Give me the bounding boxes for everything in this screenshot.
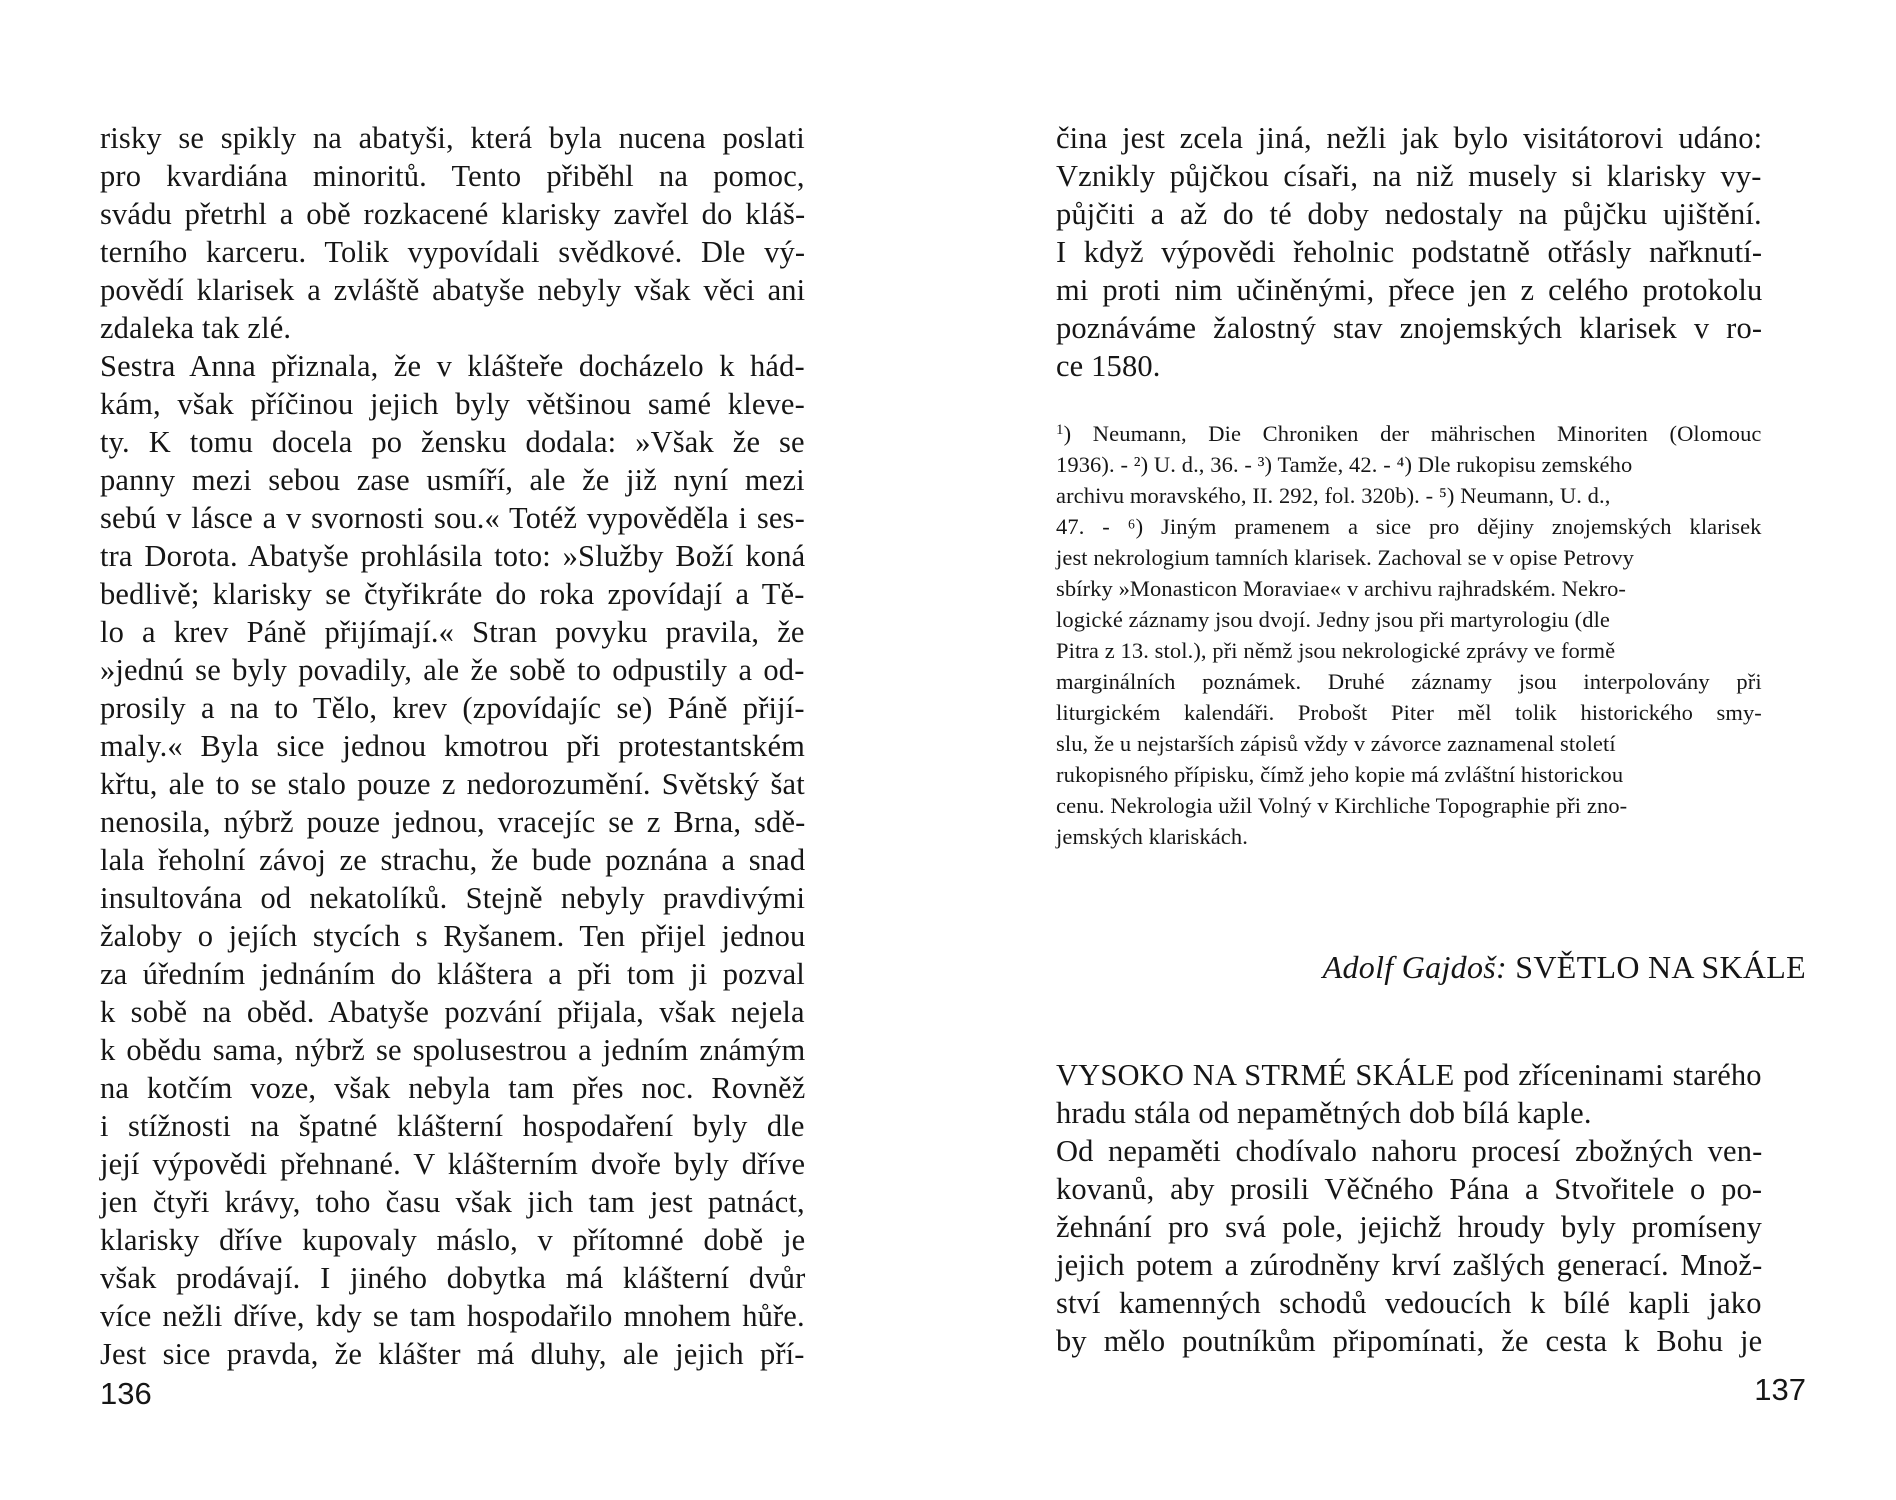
text-line: zdaleka tak zlé. (100, 311, 292, 345)
text-line: její výpovědi přehnané. V klášterním dvoře byly dříve (100, 1147, 806, 1181)
text-line: k sobě na oběd. Abatyše pozvání přijala, však nejela (100, 995, 805, 1029)
text-line: panny mezi sebou zase usmíří, ale že již nyní mezi (100, 463, 805, 497)
text-line: křtu, ale to se stalo pouze z nedorozumění. Světský šat (100, 767, 805, 801)
text-line: insultována od nekatolíků. Stejně nebyly pravdivými (100, 881, 806, 915)
text-line: by mělo poutníkům připomínati, že cesta k Bohu je (1056, 1324, 1763, 1358)
text-line: čina jest zcela jiná, nežli jak bylo visitátorovi udáno: (1056, 121, 1763, 155)
footnote-line: Pitra z 13. stol.), při němž jsou nekrologické zprávy ve formě (1056, 638, 1616, 663)
text-line: jejich potem a zúrodněny krví zašlých generací. Množ- (1056, 1248, 1763, 1282)
text-line: mi proti nim učiněnými, přece jen z celého protokolu (1056, 273, 1763, 307)
footnote-line: 1936). - ²) U. d., 36. - ³) Tamže, 42. - ⁴) Dle rukopisu zemského (1056, 452, 1633, 477)
footnote-line: logické záznamy jsou dvojí. Jedny jsou při martyrologiu (dle (1056, 607, 1611, 632)
text-line: hradu stála od nepamětných dob bílá kaple. (1056, 1096, 1592, 1130)
text-line: půjčiti a až do té doby nedostaly na půjčku ujištění. (1056, 197, 1762, 231)
text-line: lala řeholní závoj ze strachu, že bude poznána a snad (100, 843, 806, 877)
text-line: ství kamenných schodů vedoucích k bílé kapli jako (1056, 1286, 1762, 1320)
text-line: ty. K tomu docela po žensku dodala: »Však že se (100, 425, 805, 459)
text-line: »jednú se byly povadily, ale že sobě to odpustily a od- (100, 653, 805, 687)
footnote-line: archivu moravského, II. 292, fol. 320b). - ⁵) Neumann, U. d., (1056, 483, 1611, 508)
text-line: kám, však příčinou jejich byly většinou samé kleve- (100, 387, 805, 421)
footnote-marker: 1 (1056, 422, 1064, 438)
story-title (1323, 947, 1806, 987)
footnote-text: ) Neumann, Die Chroniken der mährischen Minoriten (Olomouc (1063, 421, 1762, 446)
text-line: maly.« Byla sice jednou kmotrou při protestantském (100, 729, 806, 763)
footnote-line (1056, 419, 1762, 449)
text-line: kovanů, aby prosili Věčného Pána a Stvořitele o po- (1056, 1172, 1763, 1206)
footnote-line: marginálních poznámek. Druhé záznamy jsou interpolovány při (1056, 669, 1762, 694)
title-author: Adolf Gajdoš: (1322, 949, 1507, 985)
text-line: Vznikly půjčkou císaři, na niž musely si klarisky vy- (1056, 159, 1762, 193)
text-line: na kotčím voze, však nebyla tam přes noc. Rovněž (100, 1071, 806, 1105)
text-line: k obědu sama, nýbrž se spolusestrou a jedním známým (100, 1033, 806, 1067)
text-line: Od nepaměti chodívalo nahoru procesí zbožných ven- (1056, 1134, 1763, 1168)
text-line: svádu přetrhl a obě rozkacené klarisky zavřel do kláš- (100, 197, 806, 231)
text-line: žaloby o jejích stycích s Ryšanem. Ten přijel jednou (100, 919, 806, 953)
text-line: poznáváme žalostný stav znojemských klarisek v ro- (1056, 311, 1763, 345)
text-line: Jest sice pravda, že klášter má dluhy, ale jejich pří- (100, 1337, 805, 1371)
footnote-line: jest nekrologium tamních klarisek. Zachoval se v opise Petrovy (1056, 545, 1634, 570)
page-number-right: 137 (1754, 1372, 1806, 1407)
text-line: klarisky dříve kupovaly máslo, v přítomné době je (100, 1223, 806, 1257)
text-line: ce 1580. (1056, 349, 1161, 383)
text-line: i stížnosti na špatné klášterní hospodaření byly dle (100, 1109, 805, 1143)
footnote-line: sbírky »Monasticon Moraviae« v archivu rajhradském. Nekro- (1056, 576, 1627, 601)
footnote-line: jemských klariskách. (1056, 824, 1248, 849)
text-line: tra Dorota. Abatyše prohlásila toto: »Služby Boží koná (100, 539, 806, 573)
footnote-line: slu, že u nejstarších zápisů vždy v závorce zaznamenal století (1056, 731, 1616, 756)
text-line: VYSOKO NA STRMÉ SKÁLE pod zříceninami starého (1056, 1058, 1762, 1092)
text-line: bedlivě; klarisky se čtyřikráte do roka zpovídají a Tě- (100, 577, 805, 611)
text-line: však prodávají. I jiného dobytka má klášterní dvůr (100, 1261, 806, 1295)
text-line: povědí klarisek a zvláště abatyše nebyly však věci ani (100, 273, 806, 307)
text-line: lo a krev Páně přijímají.« Stran povyku pravila, že (100, 615, 805, 649)
text-line: sebú v lásce a v svornosti sou.« Totéž vypověděla i ses- (100, 501, 805, 535)
text-line: za úředním jednáním do kláštera a při tom ji pozval (100, 957, 805, 991)
text-line: nenosila, nýbrž pouze jednou, vracejíc se z Brna, sdě- (100, 805, 806, 839)
footnote-line: liturgickém kalendáři. Probošt Piter měl tolik historického smy- (1056, 700, 1762, 725)
text-line: žehnání pro svá pole, jejichž hroudy byly promíseny (1056, 1210, 1762, 1244)
text-line: jen čtyři krávy, toho času však jich tam jest patnáct, (100, 1185, 805, 1219)
text-line: více nežli dříve, kdy se tam hospodařilo mnohem hůře. (100, 1299, 805, 1333)
page-number-left: 136 (100, 1376, 152, 1411)
text-line: prosily a na to Tělo, krev (zpovídajíc se) Páně přijí- (100, 691, 805, 725)
text-line: I když výpovědi řeholnic podstatně otřásly nařknutí- (1056, 235, 1763, 269)
footnote-line: 47. - ⁶) Jiným pramenem a sice pro dějiny znojemských klarisek (1056, 514, 1762, 539)
title-text: SVĚTLO NA SKÁLE (1506, 949, 1806, 985)
text-line: Sestra Anna přiznala, že v klášteře docházelo k hád- (100, 349, 805, 383)
text-line: terního karceru. Tolik vypovídali svědkové. Dle vý- (100, 235, 806, 269)
footnote-line: cenu. Nekrologia užil Volný v Kirchliche Topographie při zno- (1056, 793, 1628, 818)
footnote-line: rukopisného přípisku, čímž jeho kopie má zvláštní historickou (1056, 762, 1624, 787)
text-line: pro kvardiána minoritů. Tento přiběhl na pomoc, (100, 159, 805, 193)
text-line: risky se spikly na abatyši, která byla nucena poslati (100, 121, 805, 155)
